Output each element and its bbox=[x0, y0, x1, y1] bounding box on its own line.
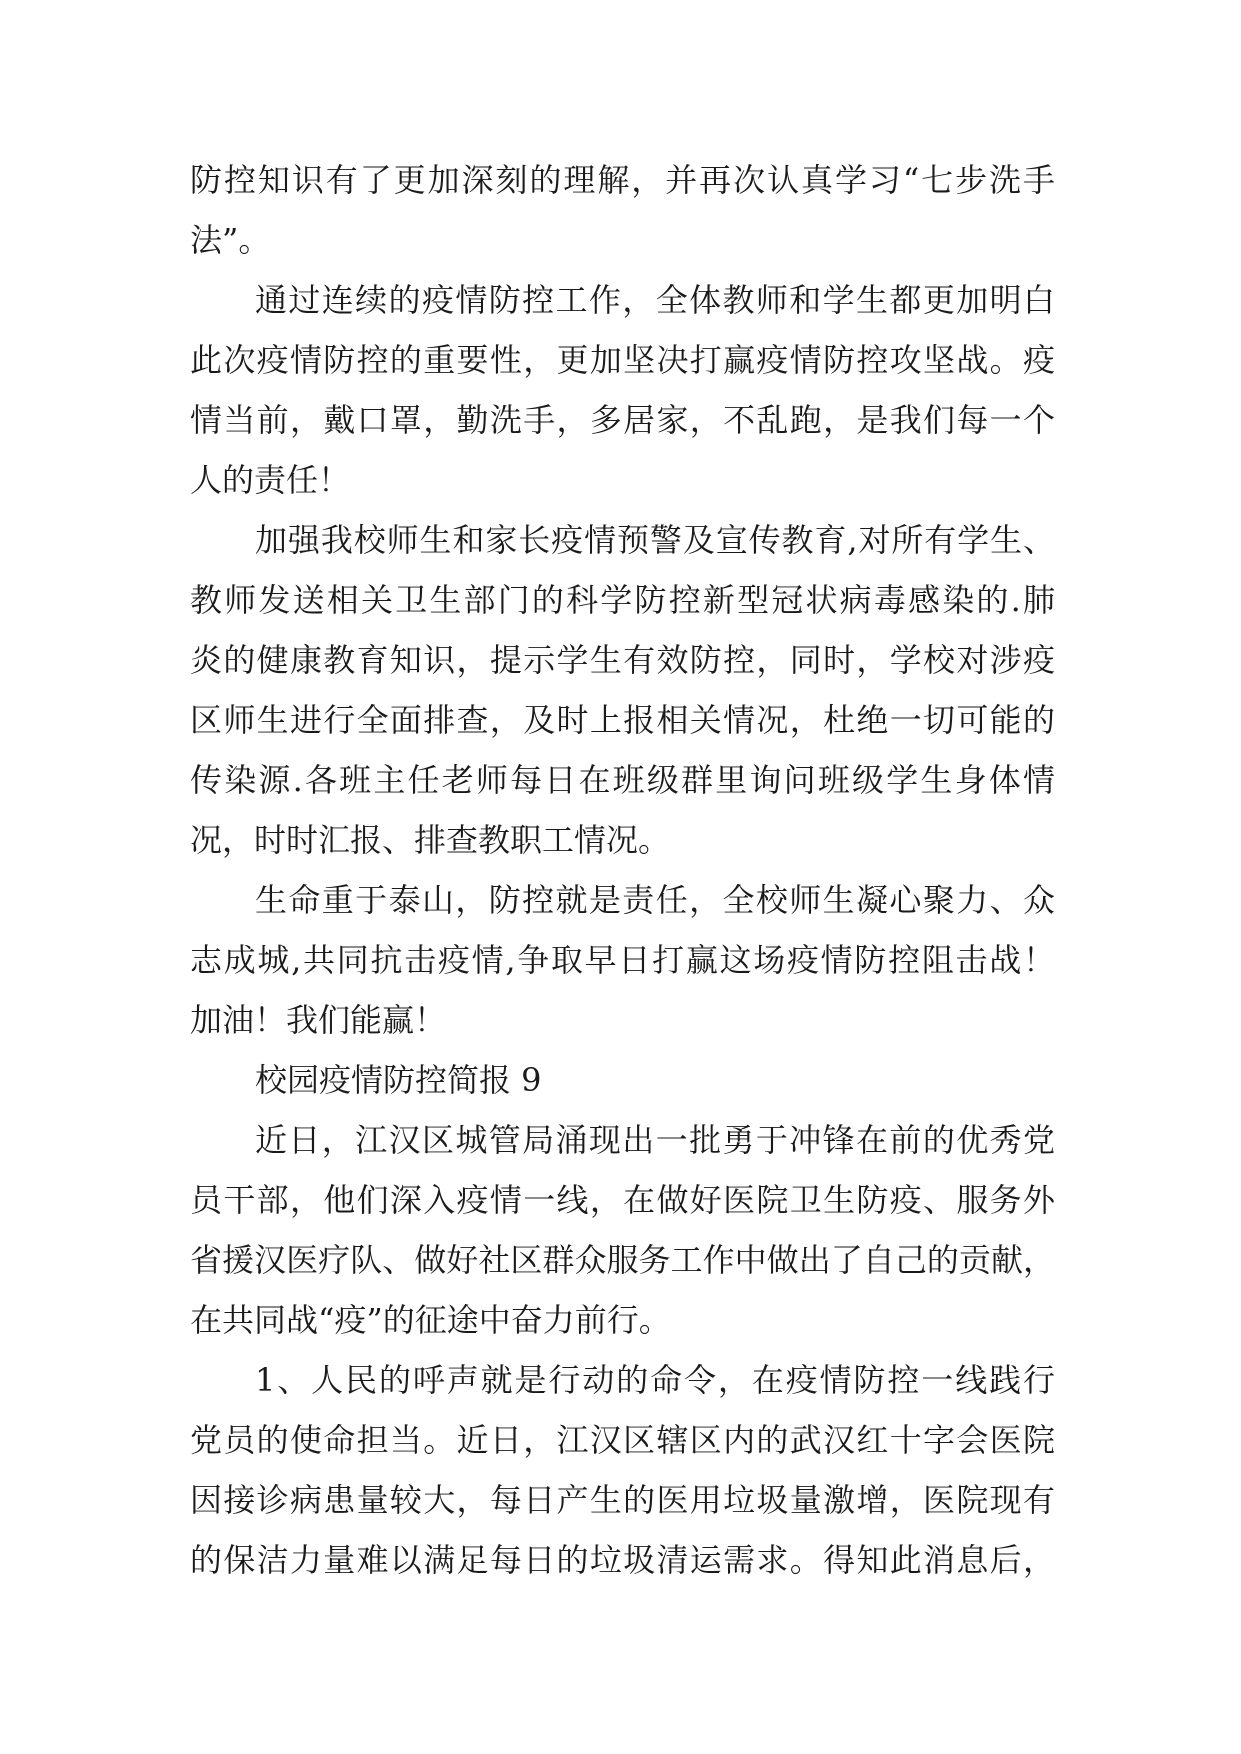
text-line: 党员的使命担当。近日，江汉区辖区内的武汉红十字会医院 bbox=[190, 1421, 1055, 1459]
text-line: 省援汉医疗队、做好社区群众服务工作中做出了自己的贡献， bbox=[190, 1241, 1055, 1279]
text-line: 加强我校师生和家长疫情预警及宣传教育,对所有学生、 bbox=[255, 521, 1055, 559]
text-line: 志成城,共同抗击疫情,争取早日打赢这场疫情防控阻击战！ bbox=[190, 941, 1055, 979]
text-line: 因接诊病患量较大，每日产生的医用垃圾量激增，医院现有 bbox=[190, 1481, 1055, 1519]
text-line: 在共同战“疫”的征途中奋力前行。 bbox=[190, 1301, 671, 1339]
text-line: 教师发送相关卫生部门的科学防控新型冠状病毒感染的.肺 bbox=[190, 581, 1055, 619]
text-line: 的保洁力量难以满足每日的垃圾清运需求。得知此消息后， bbox=[190, 1541, 1055, 1579]
text-line: 人的责任！ bbox=[190, 461, 351, 499]
text-line: 区师生进行全面排查，及时上报相关情况，杜绝一切可能的 bbox=[190, 701, 1055, 739]
text-line: 1、人民的呼声就是行动的命令，在疫情防控一线践行 bbox=[255, 1361, 1055, 1399]
text-line: 校园疫情防控简报 9 bbox=[255, 1061, 542, 1099]
text-line: 传染源.各班主任老师每日在班级群里询问班级学生身体情 bbox=[190, 761, 1055, 799]
text-line: 生命重于泰山，防控就是责任，全校师生凝心聚力、众 bbox=[255, 881, 1055, 919]
text-line: 员干部，他们深入疫情一线，在做好医院卫生防疫、服务外 bbox=[190, 1181, 1055, 1219]
text-line: 炎的健康教育知识，提示学生有效防控，同时，学校对涉疫 bbox=[190, 641, 1055, 679]
text-line: 加油！我们能赢！ bbox=[190, 1001, 447, 1039]
text-line: 法”。 bbox=[190, 221, 271, 259]
document-body bbox=[190, 150, 1055, 1590]
text-line: 此次疫情防控的重要性，更加坚决打赢疫情防控攻坚战。疫 bbox=[190, 341, 1055, 379]
text-line: 近日，江汉区城管局涌现出一批勇于冲锋在前的优秀党 bbox=[255, 1121, 1055, 1159]
text-line: 防控知识有了更加深刻的理解，并再次认真学习“七步洗手 bbox=[190, 161, 1055, 199]
text-line: 情当前，戴口罩，勤洗手，多居家，不乱跑，是我们每一个 bbox=[190, 401, 1055, 439]
text-line: 通过连续的疫情防控工作，全体教师和学生都更加明白 bbox=[255, 281, 1055, 319]
text-line: 况，时时汇报、排查教职工情况。 bbox=[190, 821, 671, 859]
